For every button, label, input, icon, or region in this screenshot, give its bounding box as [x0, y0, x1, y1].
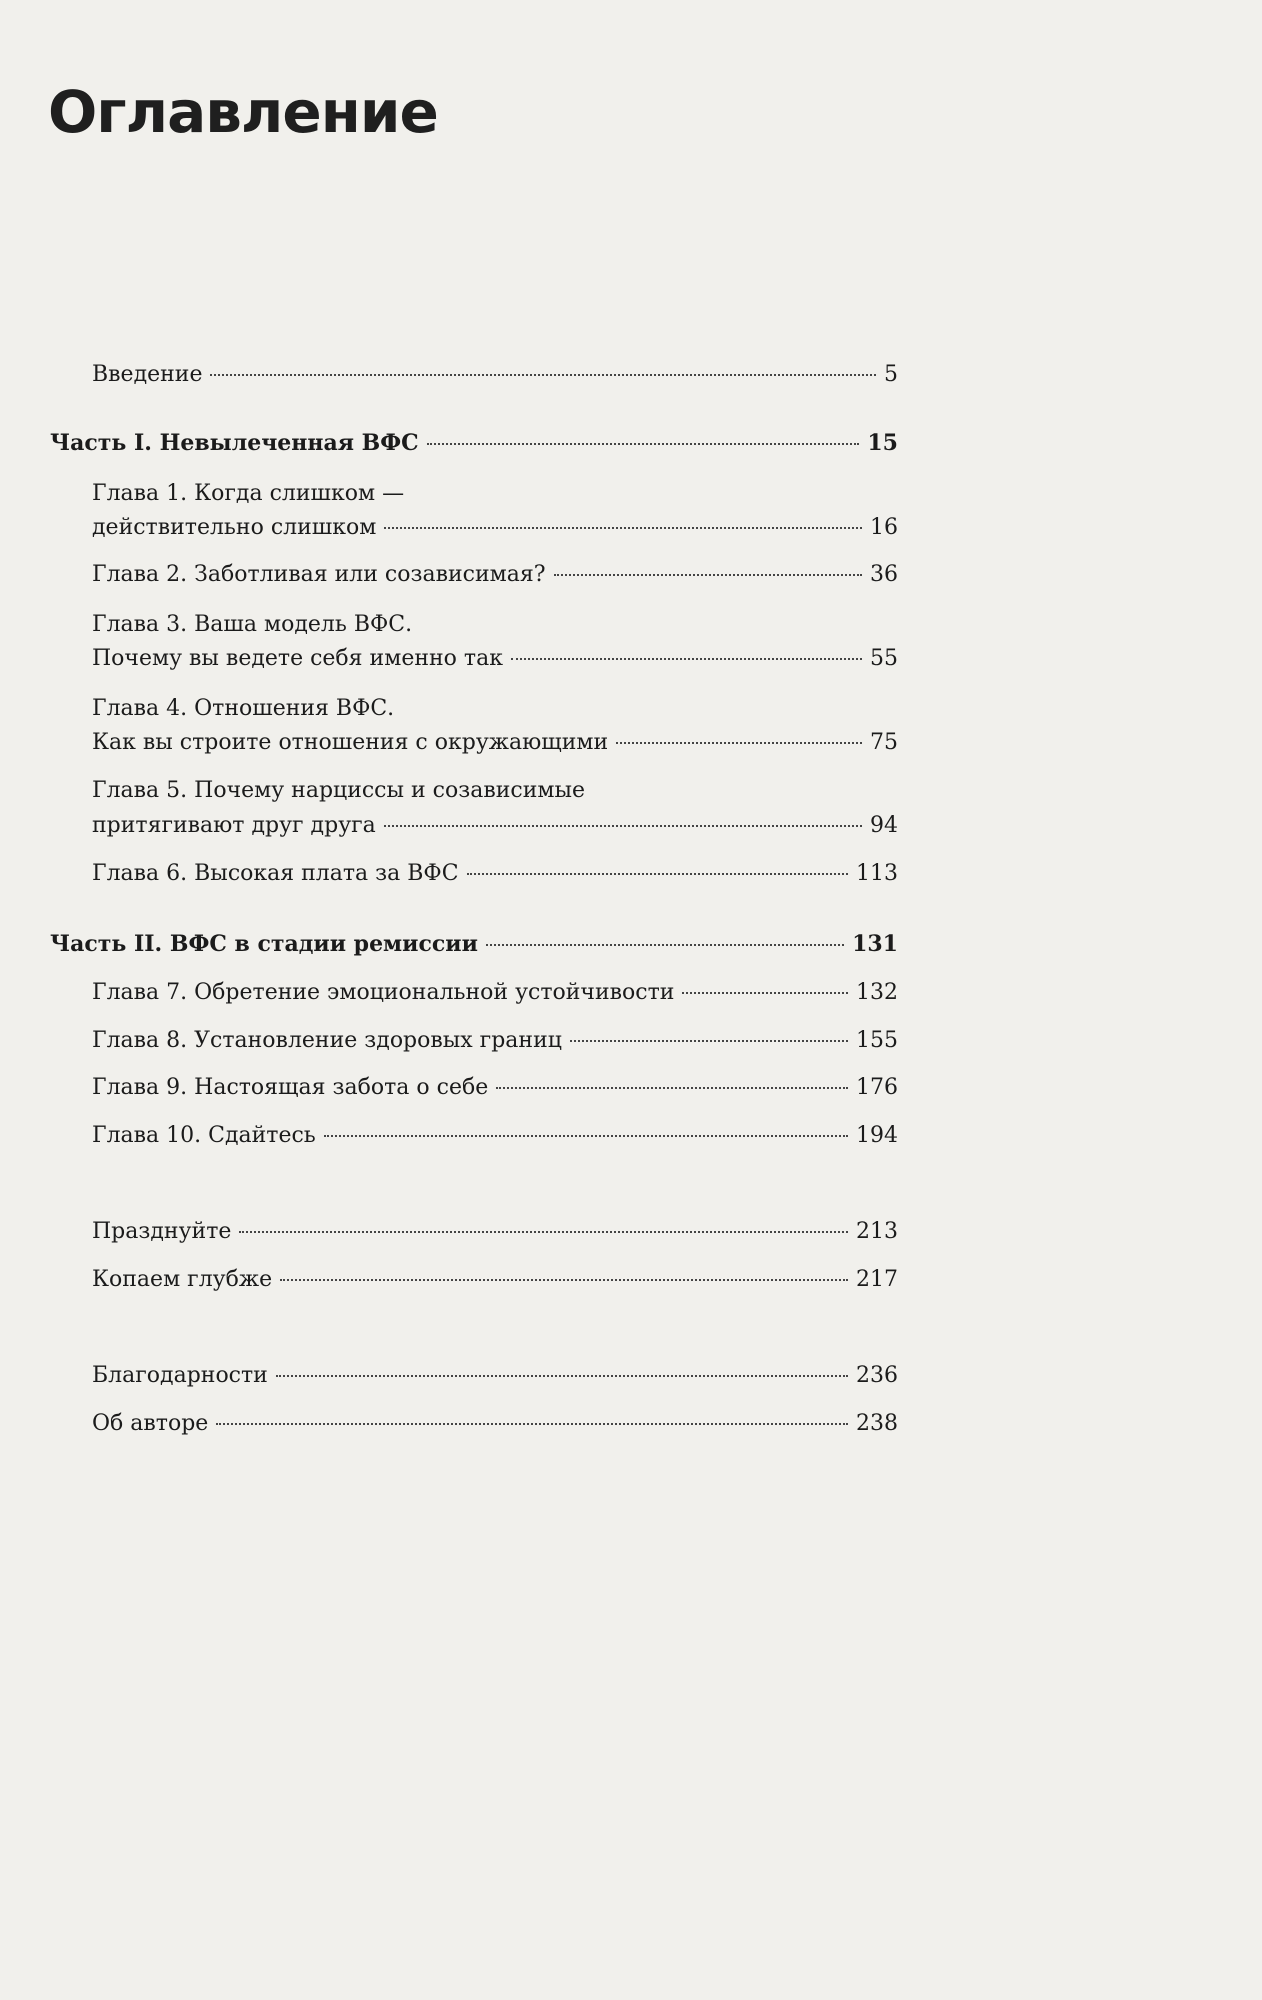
toc-chapter-8: [92, 1025, 898, 1057]
toc-chapter-5-line1: Глава 5. Почему нарциссы и созависимые: [92, 778, 586, 803]
toc-page-number: 132: [856, 980, 898, 1005]
toc-page-number: 194: [856, 1123, 898, 1148]
dot-leader: [384, 825, 862, 827]
toc-digging-deeper: [92, 1264, 898, 1296]
dot-leader: [239, 1231, 848, 1233]
toc-chapter-5: [92, 810, 898, 842]
dot-leader: [616, 742, 862, 744]
dot-leader: [486, 944, 844, 946]
toc-page-number: 213: [856, 1219, 898, 1244]
toc-page-number: 131: [852, 931, 898, 957]
toc-entry-text: Об авторе: [92, 1411, 209, 1436]
dot-leader: [216, 1423, 848, 1425]
toc-part-2: [50, 928, 898, 960]
toc-entry-text: Часть II. ВФС в стадии ремиссии: [50, 931, 478, 957]
dot-leader: [427, 443, 860, 445]
toc-page-number: 238: [856, 1411, 898, 1436]
toc-chapter-4-line1: Глава 4. Отношения ВФС.: [92, 696, 395, 721]
toc-page-number: 94: [870, 813, 898, 838]
toc-entry-text: Часть I. Невылеченная ВФС: [50, 430, 419, 456]
toc-entry-text: Глава 2. Заботливая или созависимая?: [92, 562, 546, 587]
toc-page-number: 16: [870, 515, 898, 540]
toc-entry-text: Глава 8. Установление здоровых границ: [92, 1028, 562, 1053]
toc-page-number: 155: [856, 1028, 898, 1053]
toc-page-number: 217: [856, 1267, 898, 1292]
toc-entry-text: действительно слишком: [92, 515, 377, 540]
toc-chapter-3-line1: Глава 3. Ваша модель ВФС.: [92, 612, 413, 637]
toc-entry-text: Копаем глубже: [92, 1267, 273, 1292]
toc-entry-text: Благодарности: [92, 1363, 268, 1388]
dot-leader: [276, 1375, 848, 1377]
toc-chapter-1-line1: Глава 1. Когда слишком —: [92, 481, 405, 506]
dot-leader: [682, 992, 848, 994]
toc-entry-text: Введение: [92, 362, 203, 387]
dot-leader: [384, 527, 862, 529]
page-title: Оглавление: [48, 78, 438, 146]
toc-entry-text: Как вы строите отношения с окружающими: [92, 730, 609, 755]
toc-page-number: 113: [856, 861, 898, 886]
dot-leader: [324, 1135, 848, 1137]
toc-chapter-4: [92, 727, 898, 759]
dot-leader: [467, 873, 848, 875]
toc-page-number: 15: [867, 430, 898, 456]
dot-leader: [280, 1279, 848, 1281]
toc-page-number: 36: [870, 562, 898, 587]
toc-entry-text: Празднуйте: [92, 1219, 232, 1244]
toc-chapter-7: [92, 977, 898, 1009]
dot-leader: [570, 1040, 848, 1042]
toc-chapter-9: [92, 1072, 898, 1104]
toc-celebrate: [92, 1216, 898, 1248]
toc-page-number: 236: [856, 1363, 898, 1388]
toc-entry-text: Глава 10. Сдайтесь: [92, 1123, 316, 1148]
toc-part-1: [50, 427, 898, 459]
dot-leader: [554, 574, 862, 576]
toc-page-number: 176: [856, 1075, 898, 1100]
toc-entry-text: Глава 9. Настоящая забота о себе: [92, 1075, 489, 1100]
toc-chapter-2: [92, 559, 898, 591]
toc-page-number: 75: [870, 730, 898, 755]
toc-entry-introduction: [92, 359, 898, 391]
toc-page-number: 55: [870, 646, 898, 671]
toc-entry-text: Глава 7. Обретение эмоциональной устойчивости: [92, 980, 675, 1005]
toc-acknowledgements: [92, 1360, 898, 1392]
toc-chapter-10: [92, 1120, 898, 1152]
toc-about-author: [92, 1408, 898, 1440]
dot-leader: [511, 658, 862, 660]
dot-leader: [496, 1087, 848, 1089]
toc-chapter-3: [92, 643, 898, 675]
toc-entry-text: притягивают друг друга: [92, 813, 376, 838]
dot-leader: [210, 374, 876, 376]
toc-entry-text: Глава 6. Высокая плата за ВФС: [92, 861, 459, 886]
toc-chapter-6: [92, 858, 898, 890]
toc-entry-text: Почему вы ведете себя именно так: [92, 646, 503, 671]
toc-chapter-1: [92, 512, 898, 544]
toc-page-number: 5: [884, 362, 898, 387]
